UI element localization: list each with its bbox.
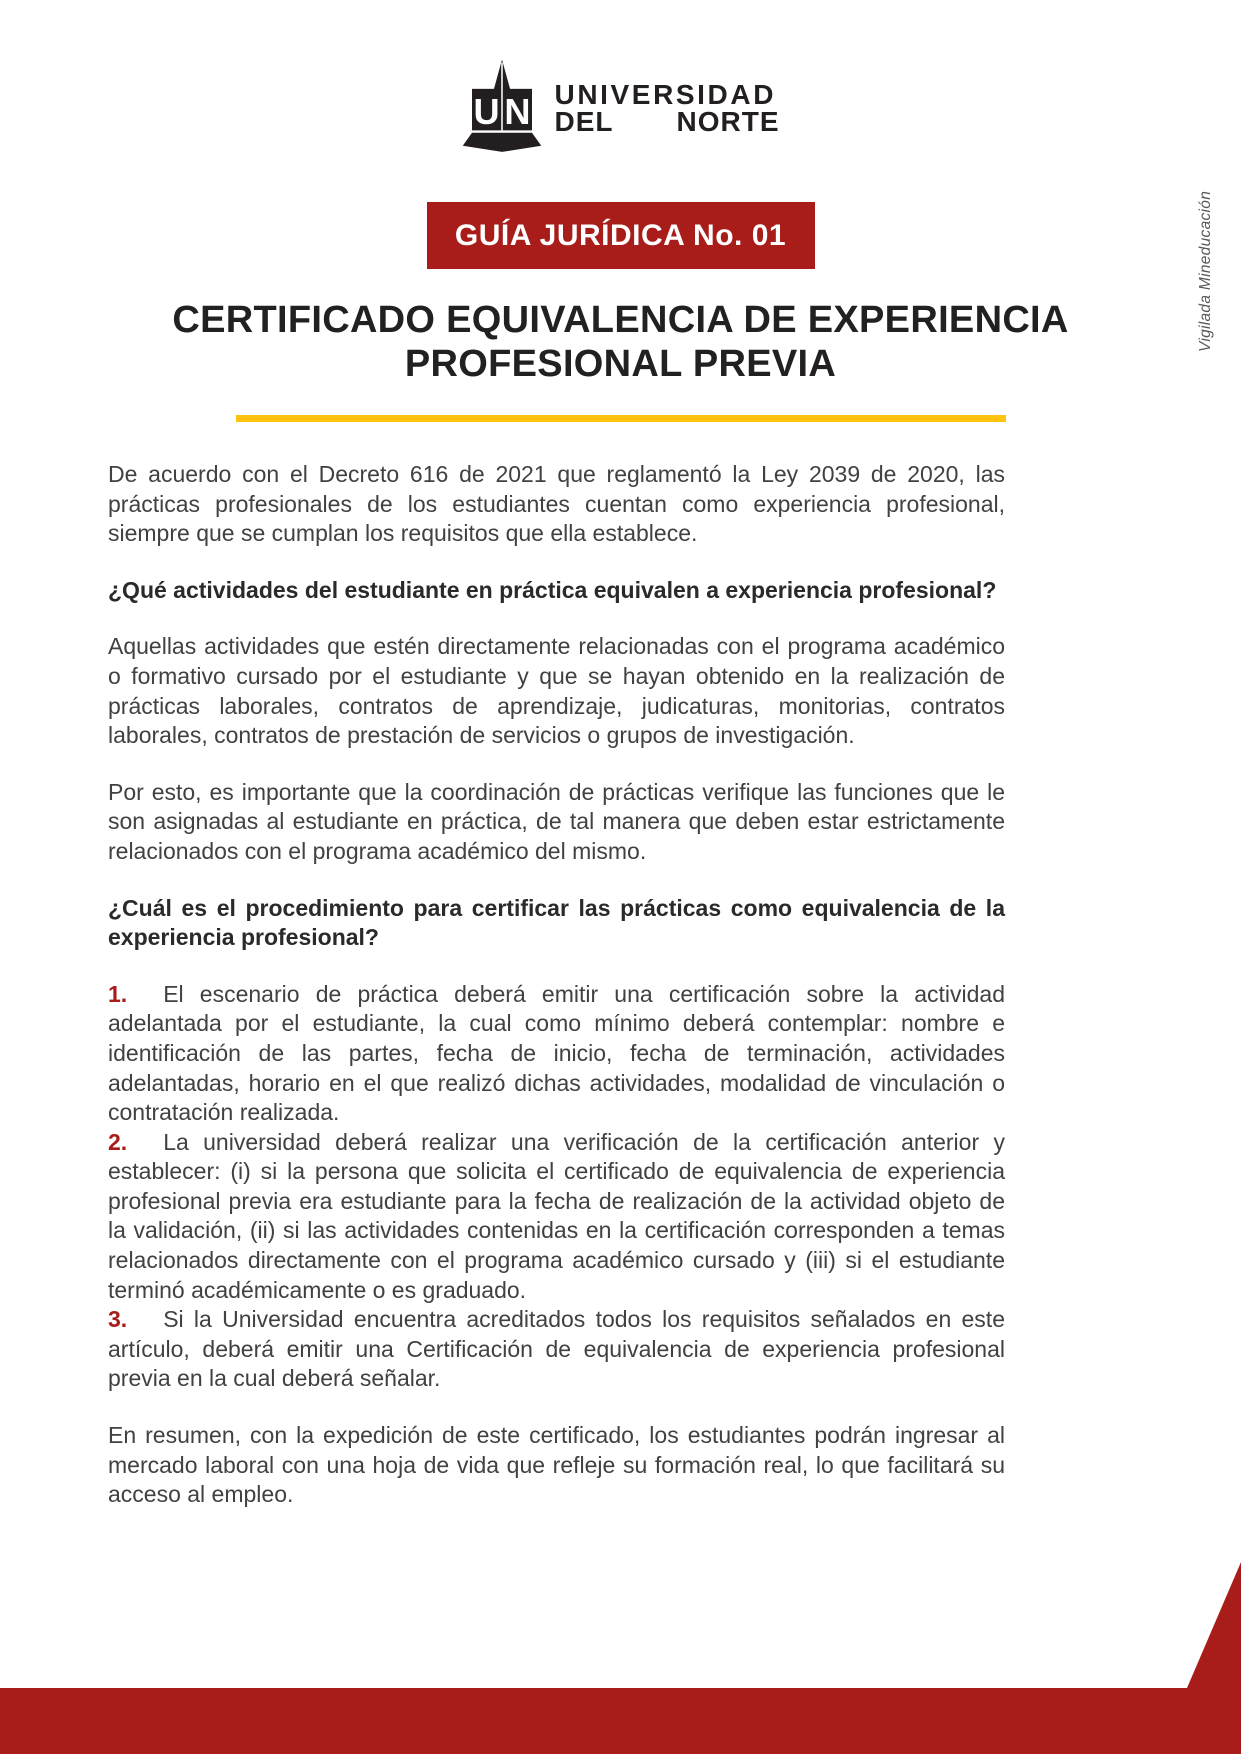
- procedure-step-3: [108, 1305, 1005, 1394]
- university-star-emblem-icon: [462, 58, 542, 152]
- footer-red-band: [0, 1688, 1241, 1754]
- page-title-line2: PROFESIONAL PREVIA: [404, 343, 837, 385]
- wordmark-del-norte: [555, 108, 780, 135]
- emblem-letter-n: N: [503, 91, 530, 133]
- step-1-text: El escenario de práctica deberá emitir una certificación sobre la actividad adelantada por el estudiante, la cual como mínimo deberá contemplar: nombre e identificación de las partes, fecha de inicio, fecha de terminación, actividades adelantadas, horario en el que realizó dichas actividades, modalidad de vinculación o contratación realizada.: [108, 980, 1005, 1126]
- page-title-line1: CERTIFICADO EQUIVALENCIA DE EXPERIENCIA: [172, 299, 1069, 341]
- footer-diagonal-shape: [1187, 1562, 1241, 1688]
- vigilada-mineducacion-note: Vigilada Mineducación: [1197, 190, 1214, 352]
- page-title: [0, 298, 1241, 386]
- intro-paragraph: De acuerdo con el Decreto 616 de 2021 que reglamentó la Ley 2039 de 2020, las prácticas profesionales de los estudiantes cuentan como experiencia profesional, siempre que se cumplan los requisitos que ella establece.: [108, 461, 1005, 547]
- guide-number-banner: [427, 202, 815, 269]
- answer-1-paragraph-a: Aquellas actividades que estén directamente relacionadas con el programa académico o formativo cursado por el estudiante y que se hayan obtenido en la realización de prácticas laborales, contratos de aprendizaje, judicaturas, monitorias, contratos laborales, contratos de prestación de servicios o grupos de investigación.: [108, 633, 1005, 749]
- procedure-step-2: [108, 1128, 1005, 1306]
- guide-number-label: GUÍA JURÍDICA No. 01: [454, 218, 787, 252]
- question-2-heading: ¿Cuál es el procedimiento para certificar las prácticas como equivalencia de la experiencia profesional?: [108, 894, 1005, 951]
- step-2-text: La universidad deberá realizar una verificación de la certificación anterior y establecer: (i) si la persona que solicita el certificado de equivalencia de experiencia profesional previa era estudiante para la fecha de realización de la actividad objeto de la validación, (ii) si las actividades contenidas en la certificación corresponden a temas relacionados directamente con el programa académico cursado y (iii) si el estudiante terminó académicamente o es graduado.: [108, 1128, 1005, 1303]
- yellow-divider: [236, 415, 1006, 422]
- wordmark-universidad: UNIVERSIDAD: [554, 79, 777, 110]
- university-wordmark: [554, 79, 780, 137]
- document-body: [108, 460, 1005, 1510]
- question-1-heading: ¿Qué actividades del estudiante en práctica equivalen a experiencia profesional?: [108, 576, 997, 603]
- summary-paragraph: En resumen, con la expedición de este certificado, los estudiantes podrán ingresar al mercado laboral con una hoja de vida que refleje su formación real, lo que facilitará su acceso al empleo.: [108, 1422, 1005, 1508]
- wordmark-del: DEL: [554, 106, 614, 137]
- step-3-number: 3.: [108, 1306, 128, 1333]
- university-logo: [0, 0, 1241, 152]
- wordmark-norte: NORTE: [676, 106, 780, 137]
- step-2-number: 2.: [108, 1128, 128, 1155]
- answer-1-paragraph-b: Por esto, es importante que la coordinación de prácticas verifique las funciones que le son asignadas al estudiante en práctica, de tal manera que deben estar estrictamente relacionados con el programa académico del mismo.: [108, 778, 1005, 864]
- emblem-letter-u: U: [473, 91, 500, 133]
- step-1-number: 1.: [108, 980, 128, 1007]
- step-3-text: Si la Universidad encuentra acreditados todos los requisitos señalados en este artículo, deberá emitir una Certificación de equivalencia de experiencia profesional previa en la cual deberá señalar.: [108, 1306, 1005, 1392]
- procedure-step-1: [108, 980, 1005, 1128]
